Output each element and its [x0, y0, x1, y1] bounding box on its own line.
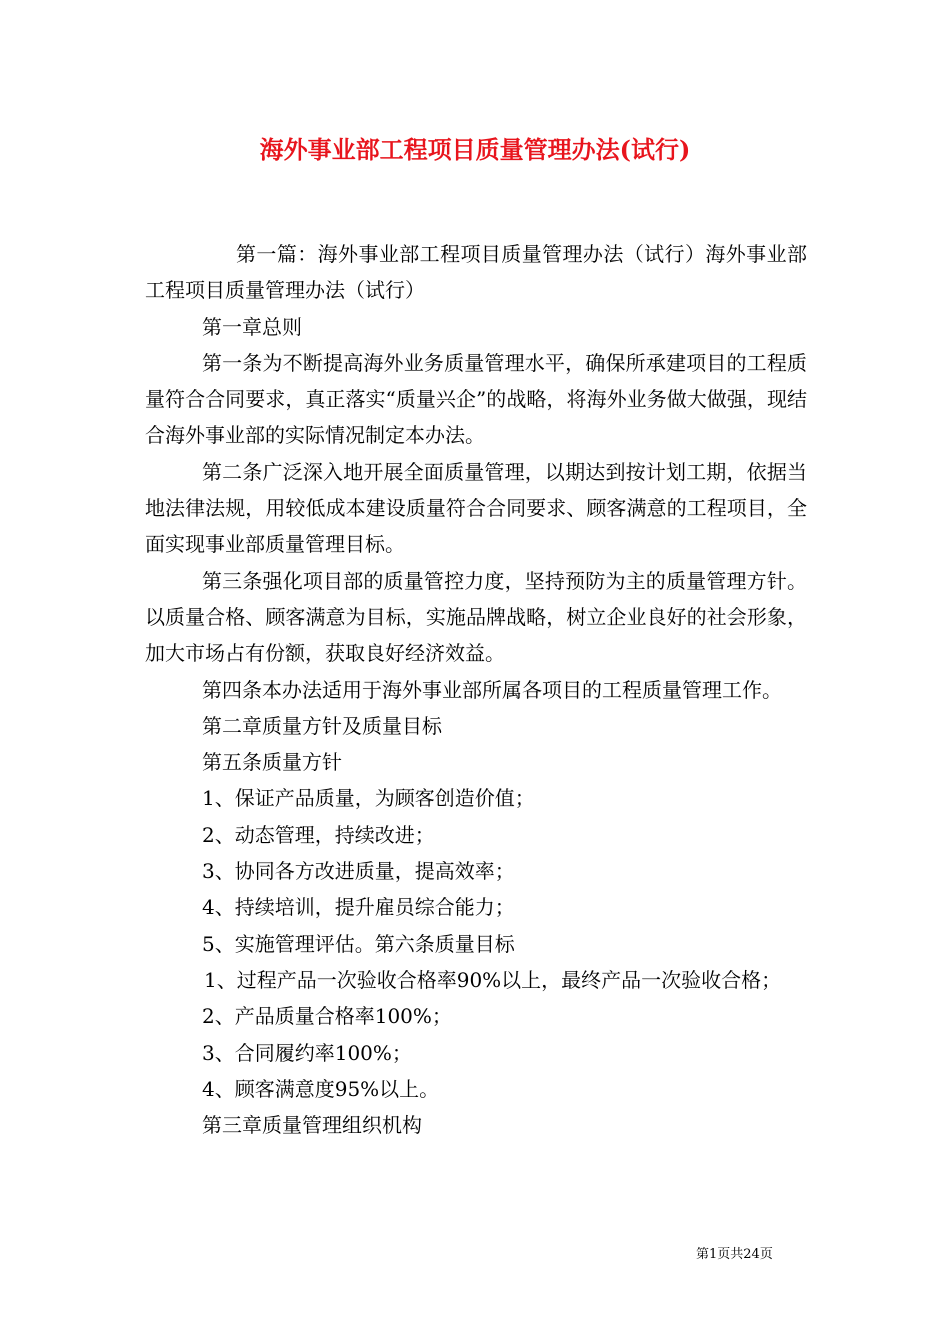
article-5: 第五条质量方针 [202, 750, 342, 775]
list-item: 3、合同履约率100%； [202, 1040, 412, 1065]
list-item: 1、过程产品一次验收合格率90%以上，最终产品一次验收合格； [204, 967, 782, 992]
article-3: 第三条强化项目部的质量管控力度，坚持预防为主的质量管理方针。以质量合格、顾客满意为目标，实施品牌战略，树立企业良好的社会形象，加大市场占有份额，获取良好经济效益。 [145, 568, 807, 666]
document-body [145, 236, 807, 1143]
list-item: 5、实施管理评估。第六条质量目标 [202, 931, 515, 956]
list-item: 3、协同各方改进质量，提高效率； [202, 859, 515, 884]
article-4: 第四条本办法适用于海外事业部所属各项目的工程质量管理工作。 [202, 677, 782, 702]
list-item: 2、产品质量合格率100%； [202, 1004, 452, 1029]
list-item: 1、保证产品质量，为顾客创造价值； [202, 786, 535, 811]
chapter-heading-1: 第一章总则 [202, 314, 302, 339]
article-1: 第一条为不断提高海外业务质量管理水平，确保所承建项目的工程质量符合合同要求，真正落实“质量兴企”的战略，将海外业务做大做强，现结合海外事业部的实际情况制定本办法。 [145, 350, 807, 448]
chapter-heading-3: 第三章质量管理组织机构 [202, 1113, 422, 1138]
list-item: 4、顾客满意度95%以上。 [202, 1076, 440, 1101]
list-item: 2、动态管理，持续改进； [202, 822, 435, 847]
document-title: 海外事业部工程项目质量管理办法(试行) [259, 135, 691, 164]
article-2: 第二条广泛深入地开展全面质量管理，以期达到按计划工期，依据当地法律法规，用较低成本建设质量符合合同要求、顾客满意的工程项目，全面实现事业部质量管理目标。 [145, 459, 807, 557]
intro-paragraph: 第一篇：海外事业部工程项目质量管理办法（试行）海外事业部工程项目质量管理办法（试行） [145, 242, 807, 303]
list-item: 4、持续培训，提升雇员综合能力； [202, 895, 515, 920]
page-number-footer: 第1页共24页 [696, 1247, 773, 1262]
chapter-heading-2: 第二章质量方针及质量目标 [202, 713, 442, 738]
